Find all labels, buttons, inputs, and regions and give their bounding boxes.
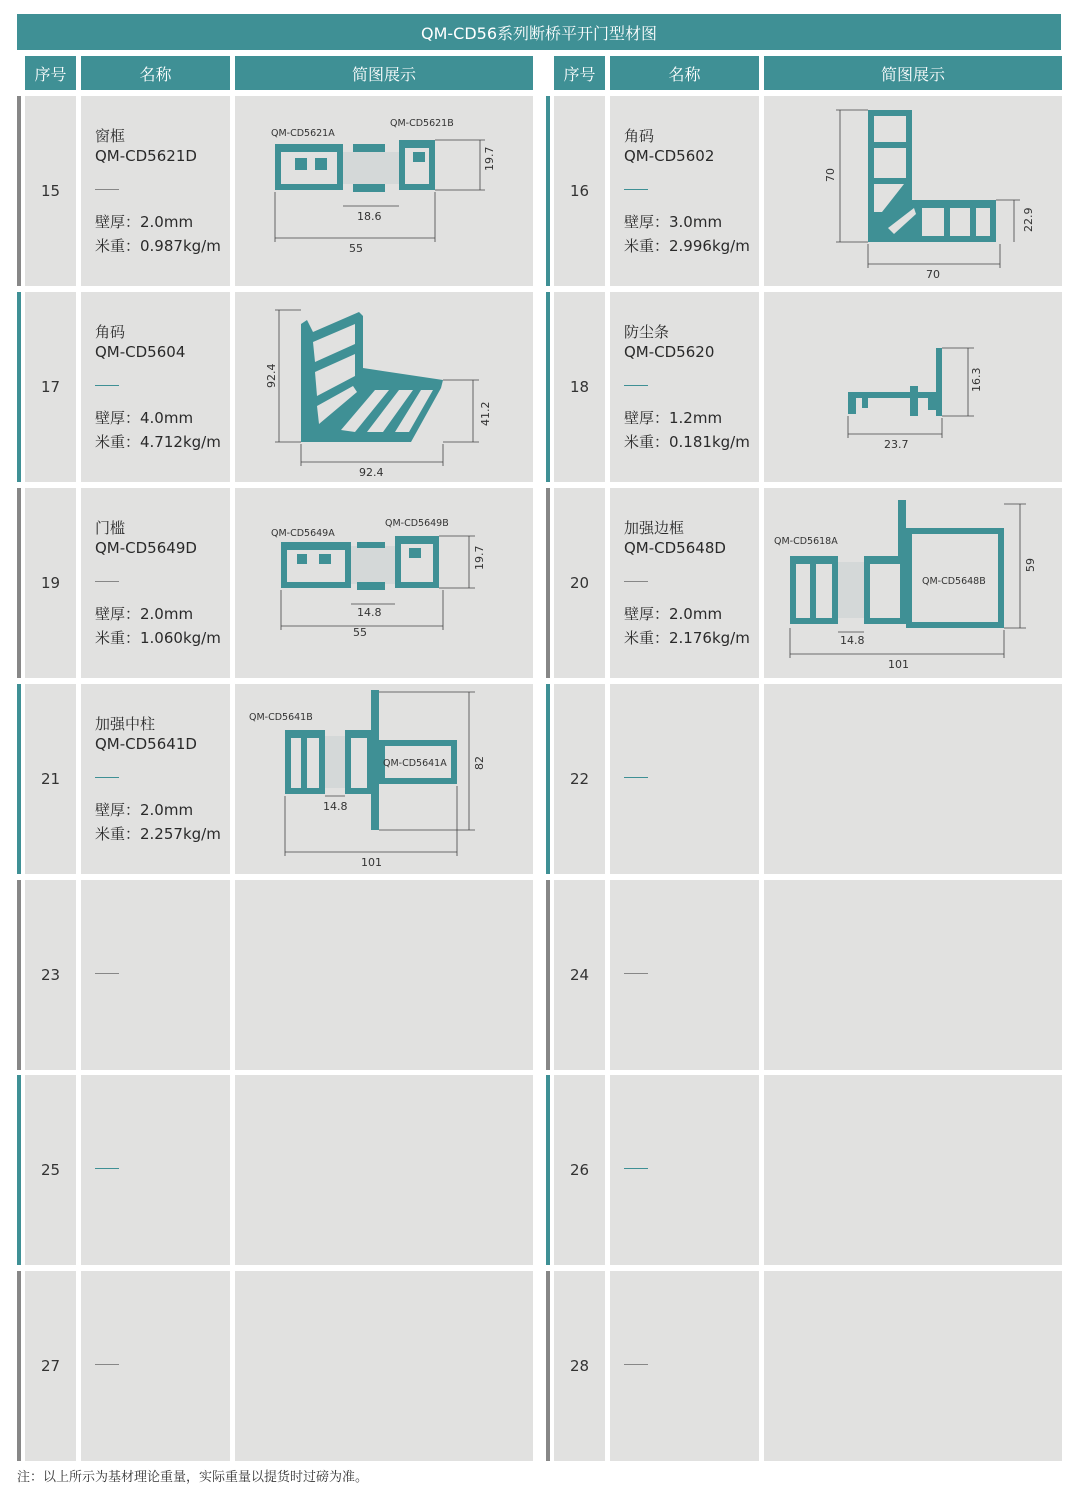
drawing-cell (764, 96, 1062, 286)
row-accent-bar (17, 292, 21, 482)
profile-info (624, 322, 750, 456)
profile-code: QM-CD5621D (95, 147, 197, 165)
header-name-right: 名称 (610, 56, 759, 90)
drawing-cell (235, 880, 533, 1070)
svg-text:14.8: 14.8 (840, 634, 865, 647)
profile-info (624, 518, 750, 652)
drawing-cell (235, 488, 533, 678)
row-accent-bar (546, 1075, 550, 1265)
seq-number: 20 (554, 488, 605, 678)
divider-dash (95, 385, 119, 386)
profile-drawing-18 (764, 292, 1062, 482)
seq-number: 28 (554, 1271, 605, 1461)
drawing-cell (235, 1271, 533, 1461)
profile-drawing-16 (764, 96, 1062, 286)
profile-info (624, 126, 750, 260)
svg-text:23.7: 23.7 (884, 438, 909, 451)
seq-number: 25 (25, 1075, 76, 1265)
name-cell (81, 292, 230, 482)
profile-name: 加强中柱 (95, 715, 156, 733)
name-cell (81, 1271, 230, 1461)
profile-name: 门槛 (95, 519, 126, 537)
wall-thickness: 壁厚：2.0mm (95, 213, 194, 231)
profile-code: QM-CD5602 (624, 147, 715, 165)
profile-name: 窗框 (95, 127, 126, 145)
part-label: QM-CD5618A (774, 536, 838, 547)
row-accent-bar (17, 1075, 21, 1265)
name-cell (81, 488, 230, 678)
meter-weight: 米重：4.712kg/m (95, 433, 221, 451)
drawing-cell (764, 488, 1062, 678)
profile-name: 角码 (624, 127, 655, 145)
profile-drawing (235, 96, 533, 286)
divider-dash (624, 1364, 648, 1365)
svg-text:19.7: 19.7 (473, 545, 486, 570)
svg-text:70: 70 (824, 168, 837, 182)
svg-text:41.2: 41.2 (479, 401, 492, 426)
part-label: QM-CD5648B (922, 576, 986, 587)
profile-name: 加强边框 (624, 519, 685, 537)
name-cell (81, 880, 230, 1070)
header-drawing-right: 简图展示 (764, 56, 1062, 90)
divider-dash (95, 1364, 119, 1365)
profile-code: QM-CD5620 (624, 343, 715, 361)
profile-drawing (764, 292, 1062, 482)
divider-dash (95, 777, 119, 778)
name-cell (610, 292, 759, 482)
profile-drawing (764, 488, 1062, 678)
divider-dash (95, 1168, 119, 1169)
drawing-cell (235, 684, 533, 874)
profile-info (95, 518, 221, 652)
name-cell (81, 1075, 230, 1265)
row-accent-bar (546, 1271, 550, 1461)
svg-text:14.8: 14.8 (323, 800, 348, 813)
seq-number: 21 (25, 684, 76, 874)
row-accent-bar (546, 292, 550, 482)
profile-info (95, 322, 221, 456)
part-label: QM-CD5649B (385, 518, 449, 529)
footnote: 注：以上所示为基材理论重量，实际重量以提货时过磅为准。 (17, 1470, 369, 1485)
profile-drawing (235, 684, 533, 874)
seq-number: 22 (554, 684, 605, 874)
drawing-cell (764, 1075, 1062, 1265)
profile-drawing-17 (235, 292, 533, 482)
meter-weight: 米重：2.176kg/m (624, 629, 750, 647)
seq-number: 26 (554, 1075, 605, 1265)
seq-number: 15 (25, 96, 76, 286)
divider-dash (95, 973, 119, 974)
svg-text:92.4: 92.4 (265, 363, 278, 388)
name-cell (610, 684, 759, 874)
row-accent-bar (546, 684, 550, 874)
drawing-cell (764, 1271, 1062, 1461)
drawing-cell (764, 292, 1062, 482)
part-label: QM-CD5641B (249, 712, 313, 723)
part-label: QM-CD5621B (390, 118, 454, 129)
row-accent-bar (546, 880, 550, 1070)
svg-text:92.4: 92.4 (359, 466, 384, 479)
svg-text:22.9: 22.9 (1022, 207, 1035, 232)
header-seq-left: 序号 (25, 56, 76, 90)
seq-number: 17 (25, 292, 76, 482)
header-name-left: 名称 (81, 56, 230, 90)
name-cell (610, 96, 759, 286)
svg-text:101: 101 (361, 856, 382, 869)
wall-thickness: 壁厚：3.0mm (624, 213, 723, 231)
seq-number: 16 (554, 96, 605, 286)
svg-text:59: 59 (1024, 558, 1037, 572)
seq-number: 27 (25, 1271, 76, 1461)
header-drawing-left: 简图展示 (235, 56, 533, 90)
svg-text:14.8: 14.8 (357, 606, 382, 619)
profile-drawing-20 (764, 488, 1062, 678)
divider-dash (624, 777, 648, 778)
svg-text:82: 82 (473, 756, 486, 770)
drawing-cell (235, 292, 533, 482)
part-label: QM-CD5641A (383, 758, 447, 769)
profile-code: QM-CD5649D (95, 539, 197, 557)
drawing-cell (764, 880, 1062, 1070)
svg-text:16.3: 16.3 (970, 367, 983, 392)
wall-thickness: 壁厚：2.0mm (95, 605, 194, 623)
svg-text:101: 101 (888, 658, 909, 671)
row-accent-bar (17, 96, 21, 286)
profile-drawing-21 (235, 684, 533, 874)
svg-text:19.7: 19.7 (483, 146, 496, 171)
profile-drawing-15 (235, 96, 533, 286)
wall-thickness: 壁厚：2.0mm (624, 605, 723, 623)
profile-code: QM-CD5604 (95, 343, 186, 361)
row-accent-bar (17, 1271, 21, 1461)
row-accent-bar (17, 880, 21, 1070)
name-cell (81, 96, 230, 286)
divider-dash (624, 581, 648, 582)
divider-dash (624, 189, 648, 190)
drawing-cell (764, 684, 1062, 874)
divider-dash (624, 1168, 648, 1169)
divider-dash (624, 385, 648, 386)
profile-drawing (764, 96, 1062, 286)
row-accent-bar (546, 96, 550, 286)
svg-text:70: 70 (926, 268, 940, 281)
row-accent-bar (546, 488, 550, 678)
drawing-cell (235, 96, 533, 286)
meter-weight: 米重：2.996kg/m (624, 237, 750, 255)
seq-number: 18 (554, 292, 605, 482)
row-accent-bar (17, 684, 21, 874)
meter-weight: 米重：0.181kg/m (624, 433, 750, 451)
drawing-cell (235, 1075, 533, 1265)
meter-weight: 米重：0.987kg/m (95, 237, 221, 255)
part-label: QM-CD5649A (271, 528, 335, 539)
svg-text:55: 55 (349, 242, 363, 255)
profile-name: 角码 (95, 323, 126, 341)
svg-text:18.6: 18.6 (357, 210, 382, 223)
divider-dash (624, 973, 648, 974)
divider-dash (95, 581, 119, 582)
name-cell (610, 880, 759, 1070)
profile-code: QM-CD5648D (624, 539, 726, 557)
meter-weight: 米重：2.257kg/m (95, 825, 221, 843)
svg-text:55: 55 (353, 626, 367, 639)
divider-dash (95, 189, 119, 190)
name-cell (610, 1075, 759, 1265)
name-cell (610, 488, 759, 678)
page-title: QM-CD56系列断桥平开门型材图 (17, 14, 1061, 50)
row-accent-bar (17, 488, 21, 678)
part-label: QM-CD5621A (271, 128, 335, 139)
wall-thickness: 壁厚：1.2mm (624, 409, 723, 427)
profile-info (95, 126, 221, 260)
name-cell (610, 1271, 759, 1461)
profile-info (95, 714, 221, 848)
wall-thickness: 壁厚：2.0mm (95, 801, 194, 819)
wall-thickness: 壁厚：4.0mm (95, 409, 194, 427)
profile-name: 防尘条 (624, 323, 670, 341)
profile-drawing (235, 488, 533, 678)
name-cell (81, 684, 230, 874)
profile-code: QM-CD5641D (95, 735, 197, 753)
meter-weight: 米重：1.060kg/m (95, 629, 221, 647)
seq-number: 19 (25, 488, 76, 678)
header-seq-right: 序号 (554, 56, 605, 90)
profile-drawing-19 (235, 488, 533, 678)
profile-drawing (235, 292, 533, 482)
seq-number: 24 (554, 880, 605, 1070)
seq-number: 23 (25, 880, 76, 1070)
